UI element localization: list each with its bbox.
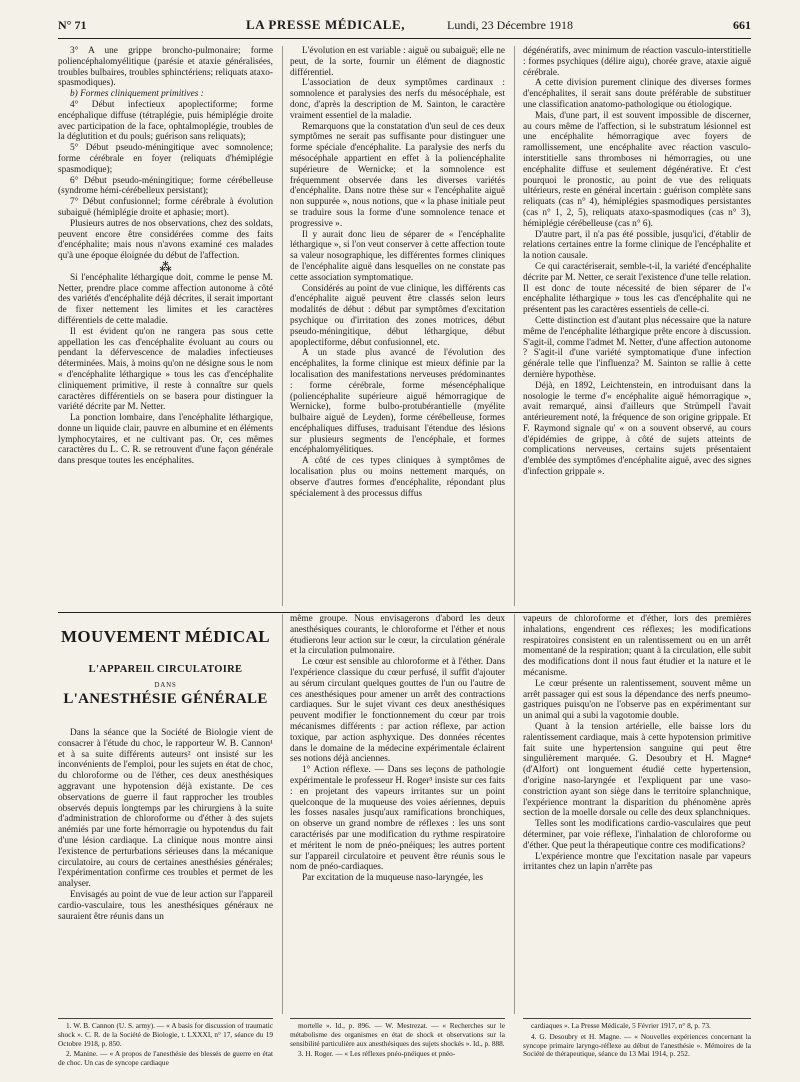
column-divider bbox=[282, 614, 283, 1014]
paragraph: Remarquons que la constatation d'un seul de ces deux symptômes ne serait pas suffisante pour distinguer une forme spéciale d'encéphalite. La paralysie des nerfs du mésocéphale appartient en effet à la poliencéphalite supérieure de Wernicke; et la somnolence est fréquemment observée dans les diverses variétés d'encéphalite. Dans notre thèse sur « l'encéphalite aiguë non suppurée », nous notions, que « la phase initiale peut se traduire sous la forme d'une somnolence tenace et progressive ». bbox=[290, 121, 505, 229]
lower-column-3 bbox=[523, 614, 751, 1014]
paragraph: 3° A une grippe broncho-pulmonaire; forme poliencéphalomyélitique (parésie et ataxie généralisées, troubles bulbaires, troubles sphinctériens; reliquats ataxo-spasmodiques). bbox=[58, 46, 273, 89]
article-title: L'ANESTHÉSIE GÉNÉRALE bbox=[63, 691, 268, 707]
subheading: b) Formes cliniquement primitives : bbox=[70, 89, 204, 100]
footnotes-column-1 bbox=[58, 1022, 273, 1078]
upper-column-1 bbox=[58, 46, 273, 604]
paragraph: A cette division purement clinique des diverses formes d'encéphalites, il serait sans doute préférable de substituer une classification anatomo-pathologique ou étiologique. bbox=[523, 78, 751, 110]
issue-number: N° 71 bbox=[58, 18, 87, 32]
lower-column-2 bbox=[290, 614, 505, 1014]
page-header bbox=[58, 16, 751, 39]
footnote: cardiaques ». La Presse Médicale, 5 Février 1917, n° 8, p. 73. bbox=[531, 1022, 711, 1030]
article-subtitle-connector: DANS bbox=[154, 681, 177, 689]
paragraph: Considérés au point de vue clinique, les différents cas d'encéphalite aiguë peuvent être classés selon leurs modalités de début : début par symptômes d'excitation psychique ou d'irritation des zones motrices, début pseudo-méningitique, début léthargique, début apoplectiforme, début confusionnel, etc. bbox=[290, 283, 505, 348]
footnote-rule bbox=[58, 1018, 273, 1019]
lower-column-1 bbox=[58, 728, 273, 1016]
page-number: 661 bbox=[733, 18, 751, 32]
paragraph: A un stade plus avancé de l'évolution des encéphalites, la forme clinique est mieux définie par la localisation des manifestations nerveuses prédominantes : forme cérébrale, forme mésencéphalique (poliencéphalite supérieure aiguë hémorragique de Wernicke), forme bulbo-protubérantielle (myélite bulbaire aiguë de Leyden), forme cérébelleuse, formes encéphaliques diffuses, traduisant l'étendue des lésions sur plusieurs segments de l'encéphale, et formes encéphalomyélitiques. bbox=[290, 348, 505, 456]
paragraph: Le cœur est sensible au chloroforme et à l'éther. Dans l'expérience classique du cœur perfusé, il suffit d'ajouter au sérum circulant quelques gouttes de l'un ou l'autre de ces anesthésiques pour amener un arrêt des contractions cardiaques. Sur le sujet vivant ces deux anesthésiques peuvent modifier le fonctionnement du cœur par trois mécanismes différents : par action réflexe, par action toxique, par action asphyxique. Des données récentes dans le domaine de la médecine expérimentale éclairent ses notions déjà anciennes. bbox=[290, 657, 505, 765]
paragraph: Dans la séance que la Société de Biologie vient de consacrer à l'étude du choc, le rapporteur W. B. Cannon¹ et à sa suite différents auteurs² ont insisté sur les inconvénients de l'emploi, pour les sujets en état de choc, du chloroforme ou de l'éther, ces deux anesthésiques aggravant une hypotension déjà existante. De ces observations de guerre il faut rapprocher les troubles observés depuis longtemps par les chirurgiens à la suite d'administration de chloroforme ou d'éther à des sujets anémiés par une forte hémorragie ou hypotendus du fait d'une lésion cardiaque. La clinique nous montre ainsi l'existence de perturbations sérieuses dans la mécanique circulatoire, au cours de certaines anesthésies générales; l'expérimentation confirme ces troubles et permet de les analyser. bbox=[58, 728, 273, 890]
upper-column-3 bbox=[523, 46, 751, 606]
issue-date: Lundi, 23 Décembre 1918 bbox=[447, 18, 573, 32]
article-subtitle: L'APPAREIL CIRCULATOIRE bbox=[88, 664, 243, 675]
footnote: 3. H. Roger. — « Les réflexes pnéo-pnéiques et pnéo- bbox=[298, 1049, 456, 1059]
paragraph: dégénératifs, avec minimum de réaction vasculo-interstitielle : formes psychiques (délire aigu), chorée grave, ataxie aiguë cérébrale. bbox=[523, 46, 751, 78]
footnotes-column-3 bbox=[523, 1022, 751, 1078]
paragraph: 5° Début pseudo-méningitique avec somnolence; forme cérébrale en foyer (reliquats d'hémiplégie spasmodique); bbox=[58, 143, 273, 175]
paragraph: Il est évident qu'on ne rangera pas sous cette appellation les cas d'encéphalite évoluant au cours ou pendant la défervescence de maladies infectieuses déterminées. Mais, à moins qu'on ne désigne sous le nom « d'encéphalite léthargique » tous les cas d'encéphalite cliniquement primitive, il reste à connaître sur quels caractères différentiels on se basera pour distinguer la variété décrite par M. Netter. bbox=[58, 326, 273, 413]
footnote: 1. W. B. Cannon (U. S. army). — « A basis for discussion of traumatic shock ». C. R. de la Société de Biologie, t. LXXXI, n° 17, séance du 19 Octobre 1918, p. 850. bbox=[58, 1022, 273, 1048]
paragraph: Il y aurait donc lieu de séparer de « l'encéphalite léthargique », si l'on veut conserver à cette affection toute sa valeur nosographique, les différentes formes cliniques de l'encéphalite aiguë dans lesquelles on ne constate pas cette association symptomatique. bbox=[290, 229, 505, 283]
paragraph: Telles sont les modifications cardio-vasculaires que peut déterminer, par voie réflexe, l'inhalation de chloroforme ou d'éther. Que peut la thérapeutique contre ces modifications? bbox=[523, 819, 751, 851]
paragraph: vapeurs de chloroforme et d'éther, lors des premières inhalations, engendrent ces réflexes; les modifications respiratoires consistent en un ralentissement ou en un arrêt momentané de la respiration; quant à la circulation, elle subit des modifications dont il nous faut étudier et la nature et le mécanisme. bbox=[523, 614, 751, 678]
paragraph: 6° Début pseudo-méningitique; forme cérébelleuse (syndrome hémi-cérébelleux persistant); bbox=[58, 175, 273, 197]
paragraph: même groupe. Nous envisagerons d'abord les deux anesthésiques courants, le chloroforme et l'éther et nous étudierons leur action sur le cœur, la circulation générale et la circulation pulmonaire. bbox=[290, 614, 505, 657]
footnotes-column-2 bbox=[290, 1022, 505, 1078]
upper-column-2 bbox=[290, 46, 505, 606]
paragraph: L'évolution en est variable : aiguë ou subaiguë; elle ne peut, de la sorte, fournir un élément de diagnostic différentiel. bbox=[290, 46, 505, 78]
paragraph: Cette distinction est d'autant plus nécessaire que la nature même de l'encéphalite léthargique prête encore à discussion. S'agit-il, comme l'admet M. Netter, d'une affection autonome ? S'agit-il d'une variété symptomatique d'une infection générale telle que l'influenza? M. Sainton se rallie à cette dernière hypothèse. bbox=[523, 315, 751, 380]
paragraph: D'autre part, il n'a pas été possible, jusqu'ici, d'établir de relations certaines entre la forme clinique de l'encéphalite et la notion causale. bbox=[523, 229, 751, 262]
paragraph: Si l'encéphalite léthargique doit, comme le pense M. Netter, prendre place comme affection autonome à côté des variétés d'encéphalite déjà décrites, il serait important de fixer nettement les limites et les caractères différentiels de cette maladie. bbox=[58, 272, 273, 326]
paragraph: 4° Début infectieux apoplectiforme; forme encéphalique diffuse (tétraplégie, puis hémiplégie droite avec participation de la face, ophtalmoplégie, troubles de la déglutition et du pouls; guérison sans reliquats); bbox=[58, 99, 273, 143]
journal-title: LA PRESSE MÉDICALE, bbox=[246, 17, 406, 32]
column-divider bbox=[514, 614, 515, 1014]
paragraph: Envisagés au point de vue de leur action sur l'appareil cardio-vasculaire, tous les anesthésiques généraux ne sauraient être réunis dans un bbox=[58, 889, 273, 922]
column-divider bbox=[282, 46, 283, 606]
asterism-separator: ⁂ bbox=[159, 259, 172, 274]
paragraph: Ce qui caractériserait, semble-t-il, la variété d'encéphalite décrite par M. Netter, ce serait l'existence d'une telle relation. Il est donc de toute nécessité de bien séparer de l'« encéphalite léthargique » tous les cas d'encéphalite qui ne présentent pas les caractères essentiels de celle-ci. bbox=[523, 261, 751, 316]
footnote: mortelle ». Id., p. 896. — W. Mestrezat. — « Recherches sur le métabolisme des organismes en état de shock et observations sur la sensibilité particulière aux anesthésiques des sujets shockés ». Id., p. 888. bbox=[290, 1022, 505, 1048]
footnote: 4. G. Desoubry et H. Magne. — « Nouvelles expériences concernant la syncope primaire laryngo-réflexe au début de l'anesthésie ». Mémoires de la Société de thérapeutique, séance du 13 Mai 1914, p. 252. bbox=[523, 1031, 751, 1059]
paragraph: Par excitation de la muqueuse naso-laryngée, les bbox=[302, 873, 483, 884]
footnote-rule bbox=[523, 1018, 751, 1019]
paragraph: Le cœur présente un ralentissement, souvent même un arrêt passager qui est sous la dépendance des nerfs pneumo-gastriques puisqu'on ne l'observe pas en expérimentant sur un animal qui a subi la vagotomie double. bbox=[523, 678, 751, 722]
paragraph: Quant à la tension artérielle, elle baisse lors du ralentissement cardiaque, mais à cette hypotension primitive fait suite une hypertension sanguine qui peut être singulièrement marquée. G. Desoubry et H. Magne⁴ (d'Alfort) ont longuement étudié cette hypertension, d'origine naso-laryngée et l'expliquent par une vaso-constriction ayant son siège dans le territoire splanchnique, l'expérience montrant la disparition du phénomène après section de la moelle dorsale ou celle des deux splanchniques. bbox=[523, 721, 751, 819]
paragraph: 7° Début confusionnel; forme cérébrale à évolution subaiguë (hémiplégie droite et aphasie; mort). bbox=[58, 197, 273, 218]
paragraph: A côté de ces types cliniques à symptômes de localisation plus ou moins nettement marqués, on observe d'autres formes d'encéphalite, répondant plus spécialement à des processus diffus bbox=[290, 456, 505, 499]
footnote: 2. Manine. — « A propos de l'anesthésie des blessés de guerre en état de choc. Un cas de syncope cardiaque bbox=[58, 1049, 273, 1068]
paragraph: L'association de deux symptômes cardinaux : somnolence et paralysies des nerfs du mésocéphale, est donc, d'après la description de M. Sainton, le caractère vraiment essentiel de la maladie. bbox=[290, 78, 505, 121]
paragraph: L'expérience montre que l'excitation nasale par vapeurs irritantes chez un lapin n'arrête pas bbox=[523, 851, 751, 873]
paragraph: 1° Action réflexe. — Dans ses leçons de pathologie expérimentale le professeur H. Roger³ insiste sur ces faits : en projetant des vapeurs irritantes sur un point quelconque de la muqueuse des voies aériennes, depuis les fosses nasales jusqu'aux ramifications bronchiques, on observe un grand nombre de réflexes : les uns sont caractérisés par une modification du rythme respiratoire et méritent le nom de pnéo-pnéiques; les autres portent sur l'appareil circulatoire et peuvent être réunis sous le nom de pnéo-cardiaques. bbox=[290, 765, 505, 873]
paragraph: La ponction lombaire, dans l'encéphalite léthargique, donne un liquide clair, pauvre en albumine et en éléments lymphocytaires, et ne cultivant pas. Or, ces mêmes caractères du L. C. R. se retrouvent d'une façon générale dans presque toutes les encéphalites. bbox=[58, 413, 273, 467]
footnote-rule bbox=[290, 1018, 505, 1019]
section-rule bbox=[58, 612, 751, 613]
column-divider bbox=[514, 46, 515, 606]
section-title: MOUVEMENT MÉDICAL bbox=[60, 627, 271, 646]
paragraph: Plusieurs autres de nos observations, chez des soldats, peuvent encore être considérées comme des faits d'encéphalite; mais nous n'avons examiné ces malades qu'à une époque éloignée du début de l'affection. bbox=[58, 218, 273, 262]
paragraph: Mais, d'une part, il est souvent impossible de discerner, au cours même de l'affection, si le substratum lésionnel est une encéphalite hémorragique avec foyers de ramollissement, une encéphalite avec réaction vasculo-interstitielle sans thromboses ni hémorragies, ou une encéphalite diffuse et seulement dégénérative. Et c'est pourquoi le pronostic, au point de vue des reliquats ultérieurs, reste en général incertain : guérison complète sans reliquats (cas n° 4), hémiplégies spasmodiques persistantes (cas n° 1, 2, 5), reliquats ataxo-spasmodiques (cas n° 3), hémiplégie cérébelleuse (cas n° 6). bbox=[523, 110, 751, 229]
paragraph: Déjà, en 1892, Leichtenstein, en introduisant dans la nosologie le terme d'« encéphalite aiguë hémorragique », avait remarqué, ainsi d'ailleurs que Strümpell l'avait antérieurement noté, la fréquence de son origine grippale. Et F. Raymond signale qu' « on a souvent observé, au cours d'épidémies de grippe, à côté de sujets atteints de complications nerveuses, certains sujets présentaient d'emblée des symptômes d'encéphalite aiguë, avec des signes d'infection grippale ». bbox=[523, 380, 751, 478]
